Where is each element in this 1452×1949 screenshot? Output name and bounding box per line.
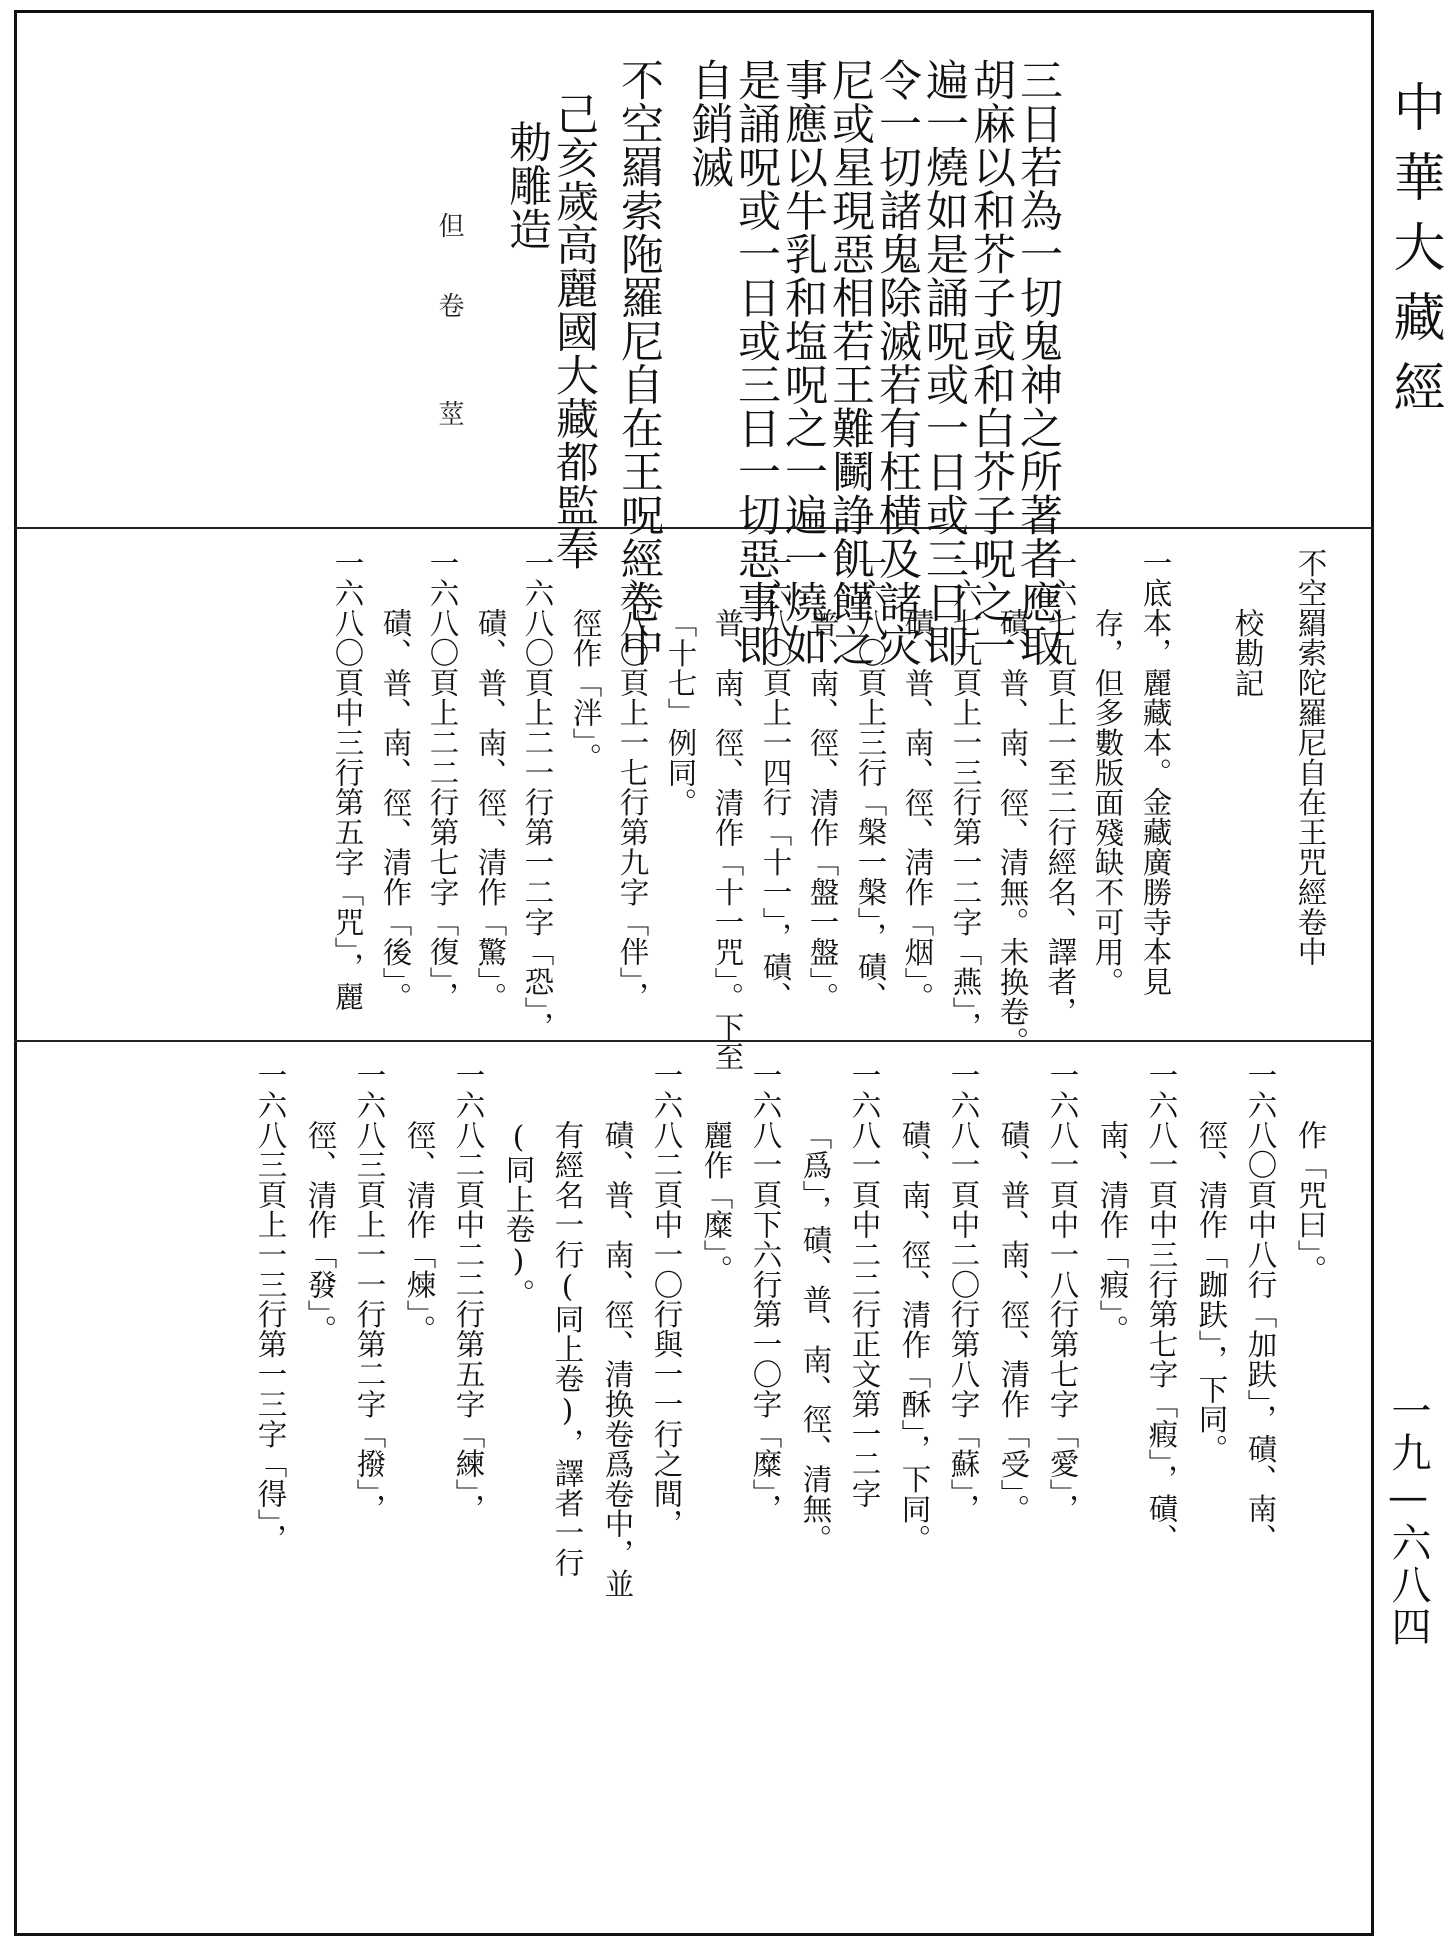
lower-note-9: 磧、南、徑、清作「酥」，下同。 [897,1120,932,1554]
stamp-mark-3: 莖 [434,400,464,428]
lower-note-19: 徑、清作「煉」。 [402,1120,437,1345]
collation-title: 不空羂索陀羅尼自在王咒經卷中 [1293,548,1328,967]
lower-note-22: 一六八三頁上一三行第一三字「得」， [253,1060,288,1554]
colophon-line-2: 勅雕造 [502,120,552,251]
stamp-mark-2: 卷 [434,292,464,320]
lower-note-13: 麗作「糜」。 [699,1120,734,1285]
divider-top [14,527,1374,529]
lower-note-20: 一六八三頁上一一行第二字「撥」， [352,1060,387,1524]
stamp-mark-1: 但 [434,212,464,240]
middle-note-11: 「十七」例同。 [663,608,698,818]
middle-note-2: 存，但多數版面殘缺不可用。 [1090,608,1125,997]
upper-text-col-2: 胡麻以和芥子或和白芥子呪之一 [966,58,1016,667]
middle-note-5: 一六七九頁上一三行第一二字「燕」， [948,548,983,1042]
lower-note-4: 一六八一頁中三行第七字「瘕」，磧、 [1144,1060,1179,1554]
middle-note-15: 磧、普、南、徑、清作「驚」。 [473,608,508,1012]
middle-note-18: 一六八〇頁中三行第五字「咒」，麗 [330,548,365,1012]
lower-note-16: 有經名一行(同上卷)，譯者一行 [550,1120,585,1578]
page-number: 一九—六八四 [1385,1390,1431,1648]
lower-note-12: 一六八一頁下六行第一〇字「糜」， [748,1060,783,1524]
upper-text-col-1: 三日若為一切鬼神之所著者應取 [1013,58,1063,667]
middle-note-17: 磧、普、南、徑、清作「後」。 [378,608,413,1012]
upper-text-col-6: 事應以牛乳和塩呪之一遍一燒如 [778,58,828,667]
lower-note-1: 作「咒曰」。 [1293,1120,1328,1285]
middle-note-16: 一六八〇頁上二二行第七字「復」， [425,548,460,1012]
middle-note-13: 徑作「泮」。 [568,608,603,773]
middle-note-10: 普、南、徑、清作「十一咒」。下至 [710,608,745,1072]
colophon-line-1: 己亥歲高麗國大藏都監奉 [549,92,599,571]
lower-note-3: 徑、清作「跏趺」，下同。 [1194,1120,1229,1465]
middle-note-12: 一六八〇頁上一七行第九字「伴」， [615,548,650,1012]
middle-note-9: 一六八〇頁上一四行「十一」，磧、 [758,548,793,1012]
upper-text-col-8: 自銷滅 [684,58,734,189]
upper-text-col-5: 尼或星現惡相若王難鬭諍飢饉之 [825,58,875,667]
lower-note-17: (同上卷)。 [501,1120,536,1309]
upper-text-col-4: 令一切諸鬼除滅若有枉横及諸灾 [872,58,922,667]
lower-note-5: 南、清作「瘕」。 [1095,1120,1130,1345]
middle-note-14: 一六八〇頁上二一行第一二字「恐」， [520,548,555,1042]
lower-note-11: 「爲」，磧、普、南、徑、清無。 [798,1120,833,1554]
collation-subtitle: 校勘記 [1230,608,1265,698]
divider-bottom [14,1040,1374,1042]
lower-note-7: 磧、普、南、徑、清作「受」。 [996,1120,1031,1524]
middle-note-3: 一六七九頁上一至二行經名、譯者， [1043,548,1078,1027]
lower-note-6: 一六八一頁中一八行第七字「愛」， [1045,1060,1080,1524]
lower-note-10: 一六八一頁中二二行正文第一二字 [847,1060,882,1509]
sutra-title: 不空羂索陁羅尼自在王呪經卷中 [614,58,664,667]
upper-text-col-3: 遍一燒如是誦呪或一日或三日即 [919,58,969,667]
middle-note-7: 一六八〇頁上三行「槃一槃」，磧、 [853,548,888,1012]
middle-note-4: 磧、普、南、徑、清無。未换卷。 [995,608,1030,1057]
lower-note-14: 一六八二頁中一〇行與一一行之間， [649,1060,684,1539]
middle-note-6: 磧、普、南、徑、淸作「烟」。 [900,608,935,1012]
lower-note-2: 一六八〇頁中八行「加趺」，磧、南、 [1243,1060,1278,1554]
lower-note-21: 徑、清作「發」。 [303,1120,338,1345]
lower-note-18: 一六八二頁中二二行第五字「練」， [451,1060,486,1524]
middle-note-8: 普、南、徑、清作「盤一盤」。 [805,608,840,1012]
side-title: 中華大藏經 [1384,80,1444,430]
lower-note-15: 磧、普、南、徑、清换卷爲卷中，並 [600,1120,635,1599]
lower-note-8: 一六八一頁中二〇行第八字「蘇」， [946,1060,981,1524]
upper-text-col-7: 是誦呪或一日或三日一切惡事即 [731,58,781,667]
middle-note-1: 一底本，麗藏本。金藏廣勝寺本見 [1138,548,1173,997]
